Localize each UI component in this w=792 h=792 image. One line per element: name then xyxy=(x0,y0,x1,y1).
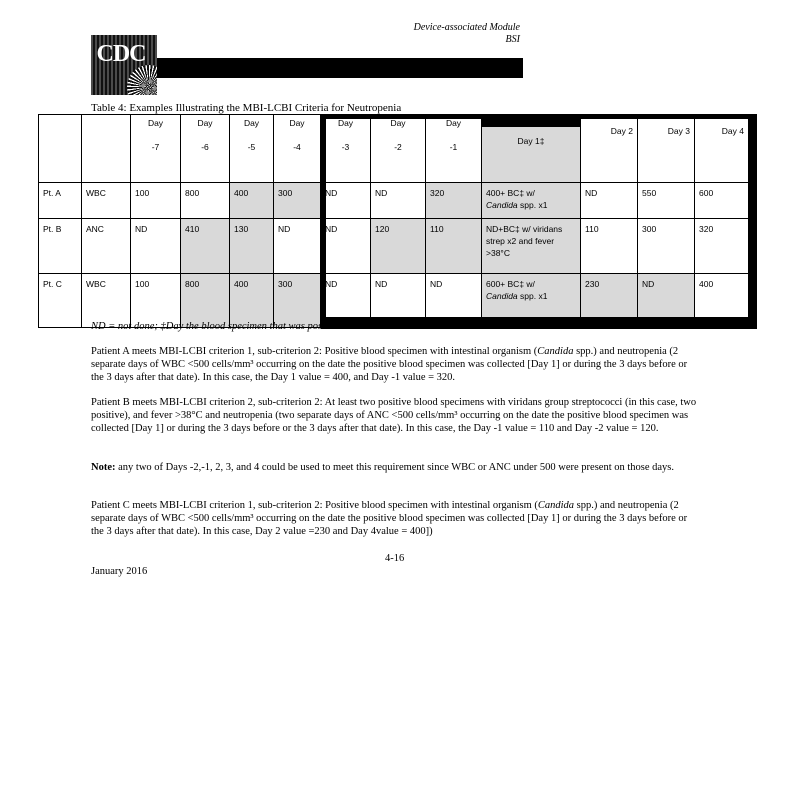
header-day-minus6: Day -6 xyxy=(181,115,230,183)
header-day-1: Day 1‡ xyxy=(482,115,581,183)
header-day-2: Day 2 xyxy=(581,115,638,183)
value-cell: ND xyxy=(321,274,371,328)
value-cell: 550 xyxy=(638,183,695,219)
value-cell: 400 xyxy=(230,274,274,328)
header-bar xyxy=(157,58,523,78)
header-cell-blank xyxy=(82,115,131,183)
paragraph-note: Note: any two of Days -2,-1, 2, 3, and 4 could be used to meet this requirement since WBC or ANC under 500 were present on those days. xyxy=(91,462,675,473)
header-day-minus2: Day -2 xyxy=(371,115,426,183)
value-cell: ND xyxy=(638,274,695,328)
value-cell: 120 xyxy=(371,219,426,274)
value-cell: ND xyxy=(321,183,371,219)
value-cell: ND xyxy=(371,274,426,328)
test-cell: WBC xyxy=(82,183,131,219)
header-day-minus7: Day -7 xyxy=(131,115,181,183)
day1-cell: ND+BC‡ w/ viridans strep x2 and fever >38°C xyxy=(482,219,581,274)
value-cell: 300 xyxy=(274,274,321,328)
neutropenia-table xyxy=(38,114,749,328)
module-line: Device-associated Module xyxy=(413,22,520,33)
value-cell: 600 xyxy=(695,183,749,219)
table-header-row xyxy=(39,115,749,183)
value-cell: 110 xyxy=(581,219,638,274)
footer-date: January 2016 xyxy=(91,566,148,577)
logo-wordmark: CDC xyxy=(96,41,146,67)
table-footnote: ND = not done; ‡Day the blood specimen that was positive was collected xyxy=(91,321,400,332)
running-header xyxy=(414,22,520,46)
paragraph-patient-c: Patient C meets MBI-LCBI criterion 1, sub-criterion 2: Positive blood specimen with intestinal organism (Candida spp.) and neutropenia (2 separate days of WBC <500 cells/mm³ occurring on the date the positive blood specimen was collected [Day 1] or during the 3 days before or the 3 days after that date). In this case, Day 2 value =230 and Day 4value = 400]) xyxy=(91,500,688,537)
value-cell: ND xyxy=(426,274,482,328)
patient-cell: Pt. C xyxy=(39,274,82,328)
table-row-pt-a xyxy=(39,183,749,219)
value-cell: ND xyxy=(131,219,181,274)
header-day-minus3: Day -3 xyxy=(321,115,371,183)
cdc-logo xyxy=(91,35,157,95)
value-cell: ND xyxy=(371,183,426,219)
test-cell: ANC xyxy=(82,219,131,274)
page-number: 4-16 xyxy=(385,553,405,564)
frame-shadow-right xyxy=(749,119,754,324)
header-day-minus5: Day -5 xyxy=(230,115,274,183)
value-cell: 400 xyxy=(695,274,749,328)
day1-cell: 600+ BC‡ w/ Candida spp. x1 xyxy=(482,274,581,328)
header-day-minus1: Day -1 xyxy=(426,115,482,183)
value-cell: 410 xyxy=(181,219,230,274)
paragraph-patient-a: Patient A meets MBI-LCBI criterion 1, sub-criterion 2: Positive blood specimen with intestinal organism (Candida spp.) and neutropenia (2 separate days of WBC <500 cells/mm³ occurring on the date the positive blood specimen was collected [Day 1] or during the 3 days before or the 3 days after that date). In this case, the Day 1 value = 400, and Day -1 value = 320. xyxy=(91,346,688,383)
header-day-4: Day 4 xyxy=(695,115,749,183)
value-cell: 320 xyxy=(695,219,749,274)
paragraph-patient-b: Patient B meets MBI-LCBI criterion 2, sub-criterion 2: At least two positive blood specimens with viridans group streptococci (in this case, two positive), and fever >38°C and neutropenia (two separate days of ANC <500 cells/mm³ occurring on the date the positive blood specimen was collected [Day 1] or during the 3 days before or the 3 days after that date). In this case, the Day -1 value = 110 and Day -2 value = 120. xyxy=(91,397,697,434)
value-cell: 800 xyxy=(181,183,230,219)
section-line: BSI xyxy=(505,34,520,45)
patient-cell: Pt. B xyxy=(39,219,82,274)
test-cell: WBC xyxy=(82,274,131,328)
value-cell: 230 xyxy=(581,274,638,328)
value-cell: 800 xyxy=(181,274,230,328)
patient-cell: Pt. A xyxy=(39,183,82,219)
table-row-pt-b xyxy=(39,219,749,274)
value-cell: 130 xyxy=(230,219,274,274)
value-cell: ND xyxy=(321,219,371,274)
header-cell-blank xyxy=(39,115,82,183)
value-cell: 400 xyxy=(230,183,274,219)
value-cell: 100 xyxy=(131,274,181,328)
header-day-3: Day 3 xyxy=(638,115,695,183)
day1-cell: 400+ BC‡ w/ Candida spp. x1 xyxy=(482,183,581,219)
value-cell: 320 xyxy=(426,183,482,219)
value-cell: 300 xyxy=(274,183,321,219)
value-cell: 100 xyxy=(131,183,181,219)
value-cell: 110 xyxy=(426,219,482,274)
value-cell: 300 xyxy=(638,219,695,274)
header-day-minus4: Day -4 xyxy=(274,115,321,183)
value-cell: ND xyxy=(581,183,638,219)
table-caption: Table 4: Examples Illustrating the MBI-LCBI Criteria for Neutropenia xyxy=(91,102,402,114)
value-cell: ND xyxy=(274,219,321,274)
